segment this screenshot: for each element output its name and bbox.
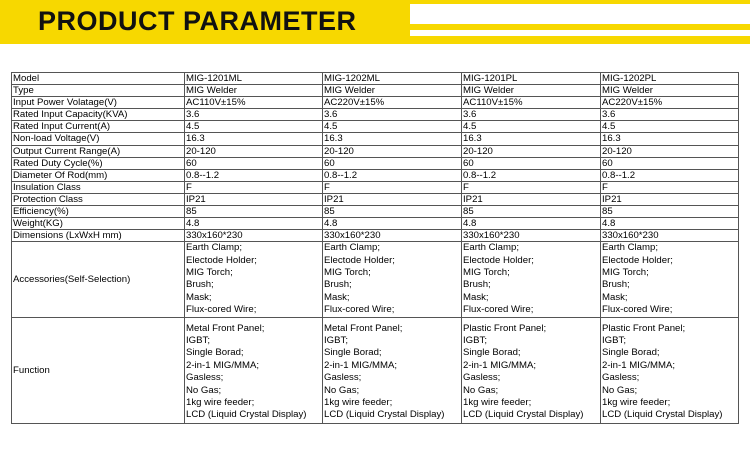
table-cell: MIG-1201ML bbox=[185, 73, 323, 85]
function-line: Single Borad; bbox=[324, 347, 382, 359]
function-line: LCD (Liquid Crystal Display) bbox=[324, 409, 445, 421]
function-line: Metal Front Panel; bbox=[186, 322, 265, 334]
table-cell: MIG-1202ML bbox=[323, 73, 462, 85]
table-row bbox=[12, 97, 739, 109]
table-cell: 3.6 bbox=[601, 109, 739, 121]
accessories-cell bbox=[462, 242, 601, 317]
table-cell: 60 bbox=[601, 157, 739, 169]
table-cell: 85 bbox=[601, 206, 739, 218]
function-line: Gasless; bbox=[324, 372, 362, 384]
accessory-line: Mask; bbox=[186, 291, 212, 303]
table-cell: F bbox=[323, 181, 462, 193]
function-line: No Gas; bbox=[186, 384, 222, 396]
function-line: IGBT; bbox=[602, 335, 626, 347]
table-row bbox=[12, 206, 739, 218]
row-label: Diameter Of Rod(mm) bbox=[12, 169, 185, 181]
table-cell: AC220V±15% bbox=[323, 97, 462, 109]
banner-stripe-top bbox=[410, 0, 750, 4]
table-cell: 16.3 bbox=[323, 133, 462, 145]
table-cell: IP21 bbox=[462, 193, 601, 205]
table-cell: 85 bbox=[323, 206, 462, 218]
row-label-accessories: Accessories(Self-Selection) bbox=[12, 242, 185, 317]
table-cell: 330x160*230 bbox=[323, 230, 462, 242]
table-row bbox=[12, 218, 739, 230]
function-line: 1kg wire feeder; bbox=[463, 397, 532, 408]
table-cell: IP21 bbox=[601, 193, 739, 205]
accessory-line: Earth Clamp; bbox=[324, 242, 380, 254]
accessory-line: Electode Holder; bbox=[602, 254, 673, 266]
function-line: No Gas; bbox=[463, 384, 499, 396]
table-cell: 16.3 bbox=[185, 133, 323, 145]
accessory-line: Flux-cored Wire; bbox=[463, 304, 534, 316]
accessory-line: Brush; bbox=[602, 279, 630, 291]
accessories-row bbox=[12, 242, 739, 317]
table-cell: 85 bbox=[185, 206, 323, 218]
accessory-line: Mask; bbox=[463, 291, 489, 303]
row-label: Rated Input Current(A) bbox=[12, 121, 185, 133]
table-row bbox=[12, 169, 739, 181]
row-label: Input Power Volatage(V) bbox=[12, 97, 185, 109]
function-line: No Gas; bbox=[602, 384, 638, 396]
table-row bbox=[12, 230, 739, 242]
accessory-line: MIG Torch; bbox=[186, 267, 233, 279]
function-cell bbox=[185, 317, 323, 423]
table-cell: 4.5 bbox=[323, 121, 462, 133]
table-cell: F bbox=[601, 181, 739, 193]
table-row bbox=[12, 85, 739, 97]
accessory-line: MIG Torch; bbox=[324, 267, 371, 279]
table-row bbox=[12, 121, 739, 133]
table-cell: 3.6 bbox=[323, 109, 462, 121]
table-cell: 4.8 bbox=[185, 218, 323, 230]
row-label: Efficiency(%) bbox=[12, 206, 185, 218]
table-cell: 0.8--1.2 bbox=[323, 169, 462, 181]
function-line: 1kg wire feeder; bbox=[186, 397, 255, 408]
accessory-line: Earth Clamp; bbox=[186, 242, 242, 254]
table-cell: 20-120 bbox=[601, 145, 739, 157]
function-cell bbox=[462, 317, 601, 423]
row-label: Output Current Range(A) bbox=[12, 145, 185, 157]
table-cell: 20-120 bbox=[323, 145, 462, 157]
parameter-table-body bbox=[12, 73, 739, 424]
table-cell: AC220V±15% bbox=[601, 97, 739, 109]
accessory-line: Mask; bbox=[602, 291, 628, 303]
banner-stripe-middle bbox=[410, 24, 750, 30]
table-cell: 60 bbox=[323, 157, 462, 169]
accessory-line: MIG Torch; bbox=[463, 267, 510, 279]
accessory-line: MIG Torch; bbox=[602, 267, 649, 279]
function-line: Gasless; bbox=[186, 372, 224, 384]
function-line: 1kg wire feeder; bbox=[324, 397, 393, 408]
row-label: Weight(KG) bbox=[12, 218, 185, 230]
table-cell: F bbox=[185, 181, 323, 193]
table-cell: 4.5 bbox=[462, 121, 601, 133]
accessory-line: Brush; bbox=[186, 279, 214, 291]
function-line: 2-in-1 MIG/MMA; bbox=[186, 359, 260, 371]
function-line: IGBT; bbox=[463, 335, 487, 347]
accessories-cell bbox=[185, 242, 323, 317]
function-line: 2-in-1 MIG/MMA; bbox=[463, 359, 537, 371]
function-line: LCD (Liquid Crystal Display) bbox=[602, 409, 723, 421]
row-label-function: Function bbox=[12, 317, 185, 423]
table-cell: 4.5 bbox=[601, 121, 739, 133]
table-cell: 4.8 bbox=[601, 218, 739, 230]
row-label: Type bbox=[12, 85, 185, 97]
function-line: LCD (Liquid Crystal Display) bbox=[463, 409, 584, 421]
table-cell: 3.6 bbox=[185, 109, 323, 121]
accessory-line: Flux-cored Wire; bbox=[324, 304, 395, 316]
row-label: Protection Class bbox=[12, 193, 185, 205]
table-cell: MIG-1201PL bbox=[462, 73, 601, 85]
function-line: No Gas; bbox=[324, 384, 360, 396]
table-row bbox=[12, 181, 739, 193]
row-label: Rated Duty Cycle(%) bbox=[12, 157, 185, 169]
table-cell: 60 bbox=[185, 157, 323, 169]
accessory-line: Earth Clamp; bbox=[463, 242, 519, 254]
function-line: Single Borad; bbox=[463, 347, 521, 359]
table-cell: 3.6 bbox=[462, 109, 601, 121]
function-row bbox=[12, 317, 739, 423]
table-cell: 16.3 bbox=[462, 133, 601, 145]
table-cell: IP21 bbox=[185, 193, 323, 205]
table-row bbox=[12, 109, 739, 121]
row-label: Insulation Class bbox=[12, 181, 185, 193]
accessory-line: Earth Clamp; bbox=[602, 242, 658, 254]
table-cell: 85 bbox=[462, 206, 601, 218]
function-cell bbox=[323, 317, 462, 423]
accessory-line: Electode Holder; bbox=[186, 254, 257, 266]
table-cell: 0.8--1.2 bbox=[601, 169, 739, 181]
accessories-cell bbox=[323, 242, 462, 317]
table-row bbox=[12, 133, 739, 145]
function-line: Gasless; bbox=[602, 372, 640, 384]
table-cell: MIG Welder bbox=[462, 85, 601, 97]
table-cell: AC110V±15% bbox=[185, 97, 323, 109]
table-cell: 20-120 bbox=[462, 145, 601, 157]
function-line: LCD (Liquid Crystal Display) bbox=[186, 409, 307, 421]
table-cell: 0.8--1.2 bbox=[185, 169, 323, 181]
row-label: Model bbox=[12, 73, 185, 85]
function-cell bbox=[601, 317, 739, 423]
table-cell: 4.8 bbox=[323, 218, 462, 230]
table-cell: F bbox=[462, 181, 601, 193]
table-row bbox=[12, 145, 739, 157]
function-line: Single Borad; bbox=[602, 347, 660, 359]
table-cell: MIG-1202PL bbox=[601, 73, 739, 85]
accessory-line: Electode Holder; bbox=[324, 254, 395, 266]
table-row bbox=[12, 157, 739, 169]
table-cell: 330x160*230 bbox=[185, 230, 323, 242]
table-cell: 330x160*230 bbox=[462, 230, 601, 242]
row-label: Dimensions (LxWxH mm) bbox=[12, 230, 185, 242]
table-row bbox=[12, 73, 739, 85]
table-cell: 4.8 bbox=[462, 218, 601, 230]
function-line: 2-in-1 MIG/MMA; bbox=[324, 359, 398, 371]
function-line: 2-in-1 MIG/MMA; bbox=[602, 359, 676, 371]
table-cell: 4.5 bbox=[185, 121, 323, 133]
table-row bbox=[12, 193, 739, 205]
accessories-cell bbox=[601, 242, 739, 317]
accessory-line: Brush; bbox=[324, 279, 352, 291]
function-line: IGBT; bbox=[324, 335, 348, 347]
table-cell: 60 bbox=[462, 157, 601, 169]
table-cell: MIG Welder bbox=[601, 85, 739, 97]
row-label: Non-load Voltage(V) bbox=[12, 133, 185, 145]
table-cell: MIG Welder bbox=[185, 85, 323, 97]
page-title: PRODUCT PARAMETER bbox=[38, 6, 357, 36]
function-line: Gasless; bbox=[463, 372, 501, 384]
row-label: Rated Input Capacity(KVA) bbox=[12, 109, 185, 121]
parameter-table bbox=[11, 72, 739, 424]
accessory-line: Mask; bbox=[324, 291, 350, 303]
table-cell: IP21 bbox=[323, 193, 462, 205]
table-cell: 20-120 bbox=[185, 145, 323, 157]
function-line: 1kg wire feeder; bbox=[602, 397, 671, 408]
accessory-line: Flux-cored Wire; bbox=[186, 304, 257, 316]
header-banner bbox=[0, 0, 750, 44]
table-cell: 16.3 bbox=[601, 133, 739, 145]
function-line: Single Borad; bbox=[186, 347, 244, 359]
function-line: IGBT; bbox=[186, 335, 210, 347]
table-cell: MIG Welder bbox=[323, 85, 462, 97]
table-cell: AC110V±15% bbox=[462, 97, 601, 109]
accessory-line: Brush; bbox=[463, 279, 491, 291]
accessory-line: Flux-cored Wire; bbox=[602, 304, 673, 316]
banner-stripe-bottom bbox=[410, 36, 750, 44]
function-line: Plastic Front Panel; bbox=[463, 322, 547, 334]
function-line: Plastic Front Panel; bbox=[602, 322, 686, 334]
table-cell: 330x160*230 bbox=[601, 230, 739, 242]
accessory-line: Electode Holder; bbox=[463, 254, 534, 266]
table-cell: 0.8--1.2 bbox=[462, 169, 601, 181]
function-line: Metal Front Panel; bbox=[324, 322, 403, 334]
